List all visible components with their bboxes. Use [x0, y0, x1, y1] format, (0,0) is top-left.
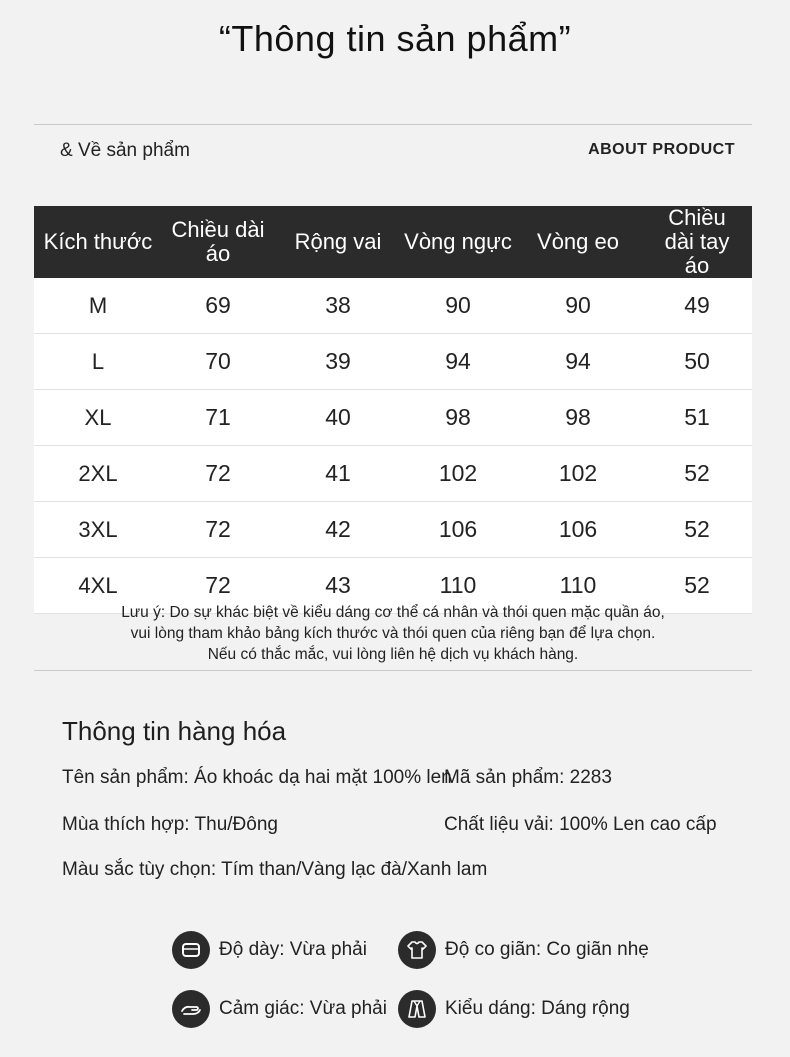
table-cell: 41 — [274, 446, 402, 502]
table-cell: 110 — [402, 558, 514, 614]
attribute-label: Cảm giác: Vừa phải — [219, 998, 387, 1019]
thickness-icon — [172, 931, 210, 969]
page-title: “Thông tin sản phẩm” — [218, 18, 572, 59]
note-line: vui lòng tham khảo bảng kích thước và thói quen của riêng bạn để lựa chọn. — [130, 625, 656, 642]
table-cell: 69 — [162, 278, 274, 334]
attribute-feel — [172, 988, 387, 1030]
header-chest: Vòng ngực — [402, 206, 514, 278]
table-row — [34, 334, 752, 390]
table-cell: 49 — [642, 278, 752, 334]
product-season: Mùa thích hợp: Thu/Đông — [62, 814, 278, 835]
attribute-thickness — [172, 929, 367, 971]
table-cell: 51 — [642, 390, 752, 446]
section-label-vi: & Về sản phẩm — [60, 140, 190, 161]
table-cell: 52 — [642, 558, 752, 614]
product-material: Chất liệu vải: 100% Len cao cấp — [444, 814, 717, 835]
table-cell: 43 — [274, 558, 402, 614]
product-name: Tên sản phẩm: Áo khoác dạ hai mặt 100% len — [62, 767, 452, 788]
table-cell: 72 — [162, 558, 274, 614]
size-note — [34, 602, 752, 665]
note-line: Lưu ý: Do sự khác biệt về kiểu dáng cơ thể cá nhân và thói quen mặc quần áo, — [121, 604, 665, 621]
table-cell: 70 — [162, 334, 274, 390]
section-label-en: ABOUT PRODUCT — [588, 141, 735, 158]
table-row — [34, 502, 752, 558]
size-table — [34, 206, 752, 614]
table-row — [34, 446, 752, 502]
table-cell: 40 — [274, 390, 402, 446]
attribute-fit — [398, 988, 630, 1030]
size-table-header — [34, 206, 752, 278]
header-sleeve: Chiều dài tay áo — [642, 206, 752, 278]
header-size: Kích thước — [34, 206, 162, 278]
table-cell: 2XL — [34, 446, 162, 502]
table-cell: 102 — [514, 446, 642, 502]
table-cell: 90 — [514, 278, 642, 334]
table-cell: 72 — [162, 446, 274, 502]
middle-divider — [34, 670, 752, 671]
header-length: Chiều dài áo — [162, 206, 274, 278]
table-cell: 3XL — [34, 502, 162, 558]
stretch-shirt-icon — [398, 931, 436, 969]
header-shoulder: Rộng vai — [274, 206, 402, 278]
table-cell: 98 — [402, 390, 514, 446]
table-cell: 98 — [514, 390, 642, 446]
table-cell: 52 — [642, 446, 752, 502]
table-cell: 38 — [274, 278, 402, 334]
attribute-label: Độ co giãn: Co giãn nhẹ — [445, 939, 649, 960]
goods-section-title: Thông tin hàng hóa — [62, 716, 287, 746]
table-cell: 110 — [514, 558, 642, 614]
feel-hand-icon — [172, 990, 210, 1028]
table-cell: XL — [34, 390, 162, 446]
table-cell: 94 — [402, 334, 514, 390]
table-cell: 52 — [642, 502, 752, 558]
table-cell: 71 — [162, 390, 274, 446]
header-waist: Vòng eo — [514, 206, 642, 278]
table-cell: M — [34, 278, 162, 334]
note-line: Nếu có thắc mắc, vui lòng liên hệ dịch vụ khách hàng. — [207, 646, 579, 663]
table-cell: 106 — [514, 502, 642, 558]
table-cell: 106 — [402, 502, 514, 558]
top-divider — [34, 124, 752, 125]
table-cell: 42 — [274, 502, 402, 558]
table-cell: 39 — [274, 334, 402, 390]
attribute-label: Kiểu dáng: Dáng rộng — [445, 998, 630, 1019]
attribute-stretch — [398, 929, 649, 971]
table-cell: 102 — [402, 446, 514, 502]
table-cell: 72 — [162, 502, 274, 558]
fit-coat-icon — [398, 990, 436, 1028]
table-cell: 4XL — [34, 558, 162, 614]
table-cell: 94 — [514, 334, 642, 390]
table-cell: 90 — [402, 278, 514, 334]
table-row — [34, 278, 752, 334]
table-cell: L — [34, 334, 162, 390]
table-row — [34, 390, 752, 446]
attribute-label: Độ dày: Vừa phải — [219, 939, 367, 960]
product-colors: Màu sắc tùy chọn: Tím than/Vàng lạc đà/Xanh lam — [62, 859, 488, 880]
product-code: Mã sản phẩm: 2283 — [444, 767, 612, 788]
table-cell: 50 — [642, 334, 752, 390]
